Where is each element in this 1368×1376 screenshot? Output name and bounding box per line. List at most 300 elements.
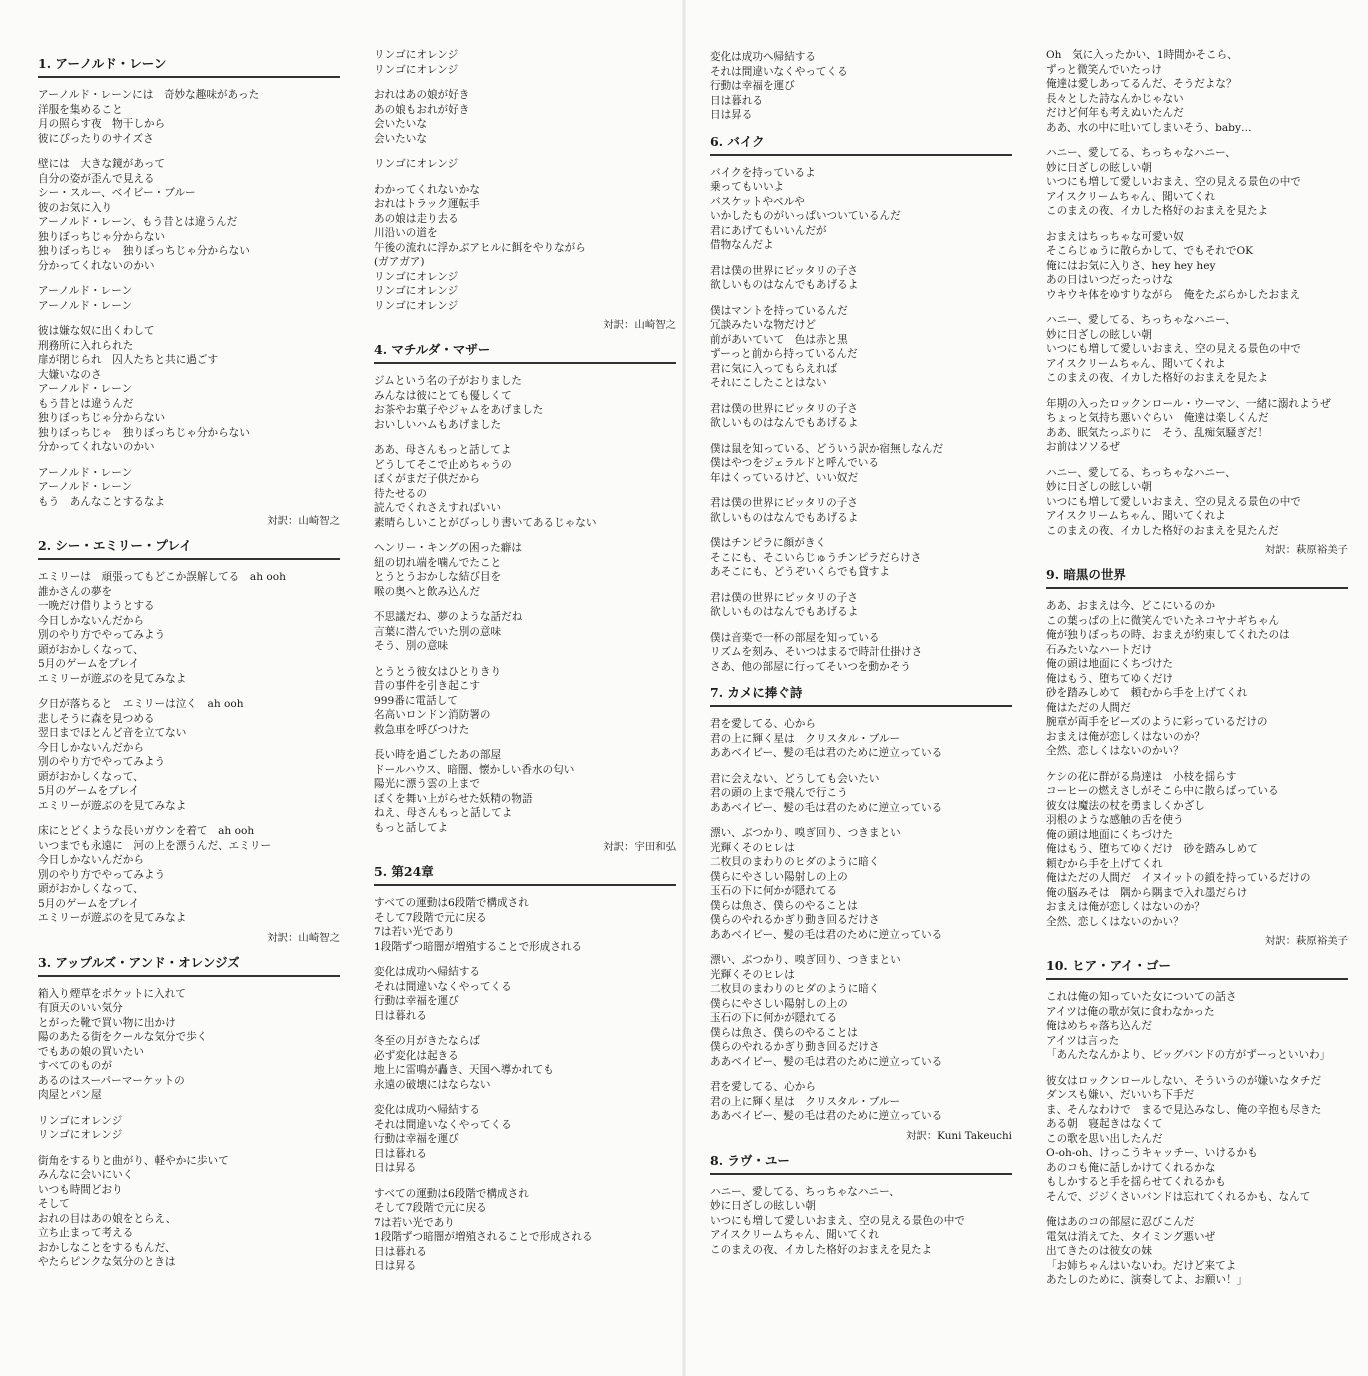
lyric-line: 「お姉ちゃんはいないわ。だけど来てよ <box>1046 1259 1237 1272</box>
lyric-line: リンゴにオレンジ <box>374 285 459 297</box>
lyric-line: 日は昇る <box>710 109 753 121</box>
lyric-line: すべてのものが <box>38 1060 112 1072</box>
lyric-line: それは間違いなくやってくる <box>374 980 512 993</box>
lyric-stanza <box>710 304 1012 391</box>
lyric-line: 日は昇る <box>374 1260 417 1272</box>
lyric-stanza <box>710 536 1012 580</box>
lyric-line: この葉っぱの上に微笑んでいたネコヤナギちゃん <box>1046 614 1280 627</box>
lyric-line: ああ、おまえは今、どこにいるのか <box>1046 600 1216 612</box>
lyric-line: 素晴らしいことがびっしり書いてあるじゃない <box>374 516 597 529</box>
lyric-line: 俺の脳みそは 隅から隅まで入れ墨だらけ <box>1046 886 1248 899</box>
lyric-line: 俺はもう、堕ちてゆくだけ <box>1046 672 1174 685</box>
lyric-line: リンゴにオレンジ <box>374 299 459 312</box>
lyric-line: 肉屋とパン屋 <box>38 1089 102 1101</box>
lyric-line: 陽のあたる街をクールな気分で歩く <box>38 1031 208 1043</box>
lyric-line: リンゴにオレンジ <box>374 270 459 283</box>
lyric-line: だけど何年も考えぬいたんだ <box>1046 107 1184 119</box>
lyric-line: 会いたいな <box>374 132 427 145</box>
lyric-line: 君は僕の世界にピッタリの子さ <box>710 402 858 415</box>
lyric-line: ねえ、母さんもっと話してよ <box>374 807 513 819</box>
lyric-stanza <box>38 466 340 510</box>
lyric-line: 出てきたのは彼女の妹 <box>1046 1245 1152 1257</box>
lyric-stanza <box>38 570 340 686</box>
lyric-line: O-oh-oh、けっこうキャッチー、いけるかも <box>1046 1147 1258 1159</box>
lyric-line: ああベイビー、髪の毛は君のために逆立っている <box>710 801 943 814</box>
lyric-line: もう あんなことするなよ <box>38 495 166 508</box>
lyric-line: 頼むから手を上げてくれ <box>1046 857 1163 870</box>
lyric-line: 長々とした詩なんかじゃない <box>1046 92 1184 105</box>
lyric-line: ハニー、愛してる、ちっちゃなハニー、 <box>1046 147 1236 159</box>
lyric-line: 分かってくれないのかい <box>38 441 155 453</box>
lyric-line: 借物なんだよ <box>710 239 774 251</box>
lyric-stanza <box>374 1103 676 1176</box>
lyric-line: もう昔とは違うんだ <box>38 397 134 410</box>
lyric-line: 床にとどくような長いガウンを着て ah ooh <box>38 825 255 837</box>
translation-credit: 対訳：山崎智之 <box>267 515 340 527</box>
lyric-line: 行動は幸福を運び <box>374 995 459 1007</box>
lyric-line: いつも時間どおり <box>38 1183 123 1196</box>
lyric-line: 999番に電話して <box>374 694 458 707</box>
lyric-line: いつにも増して愛しいおまえ、空の見える景色の中で <box>1046 495 1301 508</box>
lyric-line: 君の上に輝く星は クリスタル・ブルー <box>710 1095 901 1108</box>
lyric-stanza <box>374 374 676 432</box>
lyric-stanza <box>38 824 340 926</box>
lyric-stanza <box>38 88 340 146</box>
lyric-line: 欲しいものはなんでもあげるよ <box>710 279 859 291</box>
lyric-line: 僕はマントを持っているんだ <box>710 304 848 317</box>
lyric-line: 君は僕の世界にピッタリの子さ <box>710 591 858 604</box>
song-title: 7. カメに捧ぐ詩 <box>710 685 1012 707</box>
lyric-line: アーノルド・レーン、もう昔とは違うんだ <box>38 216 238 228</box>
lyric-line: 俺はもう、堕ちてゆくだけ 砂を踏みしめて <box>1046 843 1258 855</box>
lyric-line: 陽光に漂う雲の上まで <box>374 778 480 790</box>
lyric-line: わかってくれないかな <box>374 183 480 196</box>
lyric-line: 頭がおかしくなって、 <box>38 643 144 656</box>
lyric-line: そして <box>38 1198 70 1210</box>
lyric-stanza <box>1046 48 1348 135</box>
song-title: 2. シー・エミリー・プレイ <box>38 538 340 560</box>
lyric-line: 二枚貝のまわりのヒダのように暗く <box>710 983 880 995</box>
song-title: 4. マチルダ・マザー <box>374 342 676 364</box>
lyric-line: 妙に日ざしの眩しい朝 <box>1046 328 1152 341</box>
lyric-line: 玉石の下に何かが隠れてる <box>710 885 838 897</box>
lyric-stanza <box>710 631 1012 675</box>
lyric-line: 僕らは魚さ、僕らのやることは <box>710 899 858 912</box>
lyric-line: このまえの夜、イカした格好のおまえを見たよ <box>710 1243 933 1256</box>
lyric-line: 全然、恋しくはないのかい？ <box>1046 915 1184 928</box>
song-block <box>38 955 340 1270</box>
lyric-line: 俺はあのコの部屋に忍びこんだ <box>1046 1216 1195 1228</box>
lyric-line: とうとうおかしな結び目を <box>374 571 502 583</box>
lyric-line: 会いたいな <box>374 118 427 130</box>
lyric-line: 刑務所に入れられた <box>38 339 134 352</box>
lyric-line: 僕らにやさしい陽射しの上の <box>710 997 848 1010</box>
lyric-line: すべての運動は6段階で構成され <box>374 1187 529 1200</box>
lyric-line: 欲しいものはなんでもあげるよ <box>710 511 859 524</box>
lyric-line: 洋服を集めること <box>38 103 123 116</box>
lyric-line: おまえは俺が恋しくはないのか？ <box>1046 730 1205 743</box>
lyric-line: 長い時を過ごしたあの部屋 <box>374 749 502 761</box>
song-block <box>1046 567 1348 948</box>
lyric-line: 紐の切れ端を噛んでたこと <box>374 556 502 569</box>
lyric-line: もっと話してよ <box>374 821 449 834</box>
lyric-line: 独りぼっちじゃ 独りぼっちじゃ分からない <box>38 426 250 439</box>
lyric-line: 年期の入ったロックンロール・ウーマン、一緒に溺れようぜ <box>1046 397 1331 410</box>
lyric-line: 欲しいものはなんでもあげるよ <box>710 606 859 618</box>
lyric-stanza <box>38 987 340 1103</box>
song-block <box>710 134 1012 675</box>
lyric-line: 1段階ずつ暗闇が増殖することで形成される <box>374 940 583 953</box>
lyric-line: エミリーが遊ぶのを見てみなよ <box>38 672 187 685</box>
lyric-line: 1段階ずつ暗闇が増殖されることで形成される <box>374 1231 593 1243</box>
lyric-line: おかしなことをするもんだ、 <box>38 1241 176 1254</box>
lyric-line: ハニー、愛してる、ちっちゃなハニー、 <box>1046 466 1236 479</box>
lyric-line: いかしたものがいっぱいついているんだ <box>710 210 901 222</box>
lyric-line: 有頂天のいい気分 <box>38 1002 123 1014</box>
lyric-line: このまえの夜、イカした格好のおまえを見たんだ <box>1046 524 1279 537</box>
lyric-line: そう、別の意味 <box>374 640 449 652</box>
lyric-line: 行動は幸福を運び <box>710 80 795 92</box>
lyric-stanza <box>374 748 676 835</box>
lyric-line: 彼のお気に入り <box>38 201 113 214</box>
lyric-line: リンゴにオレンジ <box>38 1114 123 1127</box>
lyric-line: (ガアガア) <box>374 256 425 268</box>
lyric-line: 僕はやつをジェラルドと呼んでいる <box>710 457 879 469</box>
lyrics-column-3 <box>710 50 1012 1268</box>
lyric-line: 翌日までほとんど音を立てない <box>38 727 187 739</box>
lyric-line: 二枚貝のまわりのヒダのように暗く <box>710 856 880 868</box>
lyric-line: ずっと微笑んでいたっけ <box>1046 63 1162 76</box>
lyric-line: 俺の頭は地面にくちづけた <box>1046 658 1174 670</box>
lyrics-column-2 <box>374 48 676 1285</box>
lyric-line: 頭がおかしくなって、 <box>38 770 144 783</box>
lyric-line: このまえの夜、イカした格好のおまえを見たよ <box>1046 372 1269 384</box>
translation-credit: 対訳：萩原裕美子 <box>1264 544 1348 556</box>
lyric-stanza <box>374 665 676 738</box>
translation-credit: 対訳：萩原裕美子 <box>1264 935 1348 947</box>
lyric-line: 喉の奥へと飲み込んだ <box>374 585 480 598</box>
lyric-stanza <box>374 896 676 954</box>
lyric-line: アーノルド・レーン <box>38 481 133 493</box>
song-title: 5. 第24章 <box>374 864 676 886</box>
lyric-line: おれはあの娘が好き <box>374 89 470 101</box>
translation-credit: 対訳：山崎智之 <box>603 319 676 331</box>
lyric-line: 永遠の破壊にはならない <box>374 1078 491 1091</box>
lyric-line: あのコも俺に話しかけてくれるかな <box>1046 1161 1216 1174</box>
song-title: 6. バイク <box>710 134 1012 156</box>
lyric-line: でもあの娘の買いたい <box>38 1045 144 1058</box>
lyric-line: ああベイビー、髪の毛は君のために逆立っている <box>710 1055 943 1068</box>
lyric-line: お前はソソるぜ <box>1046 441 1120 453</box>
lyric-line: あの日はいつだったっけな <box>1046 274 1174 286</box>
lyric-line: 5月のゲームをプレイ <box>38 897 140 910</box>
lyric-stanza <box>710 402 1012 431</box>
lyric-line: ダンスも嫌い、だいいち下手だ <box>1046 1089 1195 1101</box>
lyric-line: リンゴにオレンジ <box>374 158 459 170</box>
lyric-line: 今日しかないんだから <box>38 741 144 754</box>
lyric-line: 君にあげてもいいんだが <box>710 224 827 237</box>
lyric-line: 俺達は愛しあってるんだ、そうだよな？ <box>1046 78 1237 90</box>
lyric-line: 今日しかないんだから <box>38 614 144 627</box>
lyric-line: あそこにも、どうぞいくらでも貸すよ <box>710 566 890 578</box>
lyric-line: 彼にぴったりのサイズさ <box>38 132 154 145</box>
lyric-line: 5月のゲームをプレイ <box>38 658 140 670</box>
lyric-line: バイクを持っているよ <box>710 166 816 179</box>
song-block <box>38 538 340 945</box>
lyric-line: ぼくがまだ子供だから <box>374 473 480 485</box>
lyric-line: ある朝 寝起きはなくて <box>1046 1118 1163 1130</box>
lyric-stanza <box>710 264 1012 293</box>
lyric-line: それにこしたことはない <box>710 377 827 389</box>
lyric-line: すべての運動は6段階で構成され <box>374 897 529 909</box>
lyric-line: 僕はチンピラに顔がきく <box>710 537 827 549</box>
lyric-line: ウキウキ体をゆすりながら 俺をたぶらかしたおまえ <box>1046 288 1301 301</box>
lyric-line: ぼくを舞い上がらせた妖精の物語 <box>374 792 533 805</box>
lyric-line: 一晩だけ借りようとする <box>38 600 155 612</box>
lyric-stanza <box>1046 599 1348 759</box>
lyric-line: 電気は消えてた、タイミング悪いぜ <box>1046 1230 1216 1243</box>
lyric-line: 待たせるの <box>374 487 427 500</box>
lyric-line: リンゴにオレンジ <box>38 1129 123 1141</box>
lyric-line: 7は若い光であり <box>374 926 455 938</box>
lyric-line: ああ、水の中に吐いてしまいそう、baby… <box>1046 121 1252 134</box>
lyric-line: アイスクリームちゃん、聞いてくれよ <box>1046 357 1226 370</box>
lyric-line: 俺はめちゃ落ち込んだ <box>1046 1020 1152 1032</box>
lyric-line: 月の照らす夜 物干しから <box>38 118 166 130</box>
lyric-line: 冗談みたいな物だけど <box>710 319 816 331</box>
lyric-stanza <box>374 48 676 77</box>
lyric-line: これは俺の知っていた女についての話さ <box>1046 991 1237 1003</box>
lyric-line: 君の上に輝く星は クリスタル・ブルー <box>710 732 901 745</box>
translation-credit: 対訳：宇田和弘 <box>603 841 676 853</box>
lyric-line: 砂を踏みしめて 頼むから手を上げてくれ <box>1046 687 1248 699</box>
lyric-stanza <box>1046 397 1348 455</box>
lyric-line: アイツは言った <box>1046 1034 1120 1047</box>
lyric-line: 日は暮れる <box>374 1009 427 1022</box>
lyric-stanza <box>1046 770 1348 930</box>
song-block <box>710 685 1012 1143</box>
lyric-line: 別のやり方でやってみよう <box>38 868 166 881</box>
lyric-line: 僕らにやさしい陽射しの上の <box>710 870 848 883</box>
lyric-line: そして7段階で元に戻る <box>374 911 487 924</box>
lyric-line: ケシの花に群がる鳥達は 小枝を揺らす <box>1046 770 1237 783</box>
lyric-line: 俺の頭は地面にくちづけた <box>1046 828 1174 841</box>
lyric-line: ああベイビー、髪の毛は君のために逆立っている <box>710 1110 943 1122</box>
lyric-line: 7は若い光であり <box>374 1216 455 1229</box>
lyric-line: ハニー、愛してる、ちっちゃなハニー、 <box>710 1185 900 1198</box>
lyric-line: 日は暮れる <box>374 1245 427 1258</box>
lyric-line: シー・スルー、ベイビー・ブルー <box>38 187 196 199</box>
lyric-line: 君は僕の世界にピッタリの子さ <box>710 497 858 509</box>
lyric-line: 分かってくれないのかい <box>38 259 155 272</box>
lyric-stanza <box>374 541 676 599</box>
lyric-line: 僕らのやれるかぎり動き回るだけさ <box>710 1041 880 1053</box>
lyric-line: 変化は成功へ帰結する <box>710 51 816 63</box>
song-block <box>710 1153 1012 1258</box>
lyric-line: 言葉に潜んでいた別の意味 <box>374 625 502 638</box>
lyric-line: ああ、眠気たっぷりに そう、乱痴気騒ぎだ！ <box>1046 426 1269 439</box>
lyric-stanza <box>374 1187 676 1274</box>
lyric-line: アーノルド・レーン <box>38 466 133 479</box>
lyric-line: 立ち止まって考える <box>38 1227 134 1239</box>
lyric-line: ヘンリー・キングの困った癖は <box>374 542 522 554</box>
lyric-line: 日は暮れる <box>374 1147 427 1160</box>
lyric-line: 大嫌いなのさ <box>38 368 102 381</box>
lyric-line: ああ、母さんもっと話してよ <box>374 444 512 456</box>
lyric-stanza <box>38 324 340 455</box>
lyric-line: アーノルド・レーン <box>38 383 133 395</box>
lyric-stanza <box>1046 146 1348 219</box>
lyric-line: 妙に日ざしの眩しい朝 <box>1046 481 1152 493</box>
lyric-line: おいしいハムもあげました <box>374 418 502 431</box>
lyric-line: 全然、恋しくはないのかい？ <box>1046 745 1184 757</box>
lyric-line: 夕日が落ちると エミリーは泣く ah ooh <box>38 698 244 710</box>
lyric-line: アーノルド・レーンには 奇妙な趣味があった <box>38 89 260 101</box>
lyric-line: 君に気に入ってもらえれば <box>710 362 838 375</box>
lyric-line: 君の頭の上まで飛んで行こう <box>710 787 848 799</box>
lyric-line: 独りぼっちじゃ 独りぼっちじゃ分からない <box>38 245 250 257</box>
lyric-line: おまえは俺が恋しくはないのか？ <box>1046 901 1205 913</box>
lyric-stanza <box>710 1185 1012 1258</box>
lyric-line: 俺はただの人間だ <box>1046 701 1131 714</box>
lyric-line: そして7段階で元に戻る <box>374 1202 487 1214</box>
lyric-line: 行動は幸福を運び <box>374 1133 459 1145</box>
lyric-line: 不思議だね、夢のような話だね <box>374 611 523 623</box>
lyric-line: あの娘は走り去る <box>374 212 459 225</box>
lyric-line: 君に会えない、どうしても会いたい <box>710 772 880 785</box>
lyric-stanza <box>374 157 676 172</box>
lyric-line: 救急車を呼びつけた <box>374 723 470 736</box>
lyric-line: 名高いロンドン消防署の <box>374 709 491 721</box>
lyric-line: 光輝くそのヒレは <box>710 968 795 981</box>
lyric-line: いつにも増して愛しいおまえ、空の見える景色の中で <box>710 1214 965 1227</box>
lyric-stanza <box>710 953 1012 1069</box>
lyric-line: 君を愛してる、心から <box>710 1081 816 1093</box>
lyric-line: コーヒーの燃えさしがそこら中に散らばっている <box>1046 785 1279 797</box>
song-title: 10. ヒア・アイ・ゴー <box>1046 958 1348 980</box>
lyric-line: 箱入り煙草をポケットに入れて <box>38 987 186 1000</box>
lyric-line: アイスクリームちゃん、聞いてくれよ <box>1046 510 1226 522</box>
lyric-line: 俺にはお気に入りさ、hey hey hey <box>1046 259 1216 272</box>
lyric-stanza <box>1046 230 1348 303</box>
song-title: 9. 暗黒の世界 <box>1046 567 1348 589</box>
lyric-line: おまえはちっちゃな可愛い奴 <box>1046 230 1184 243</box>
lyric-line: 僕らは魚さ、僕らのやることは <box>710 1026 858 1039</box>
lyric-line: 必ず変化は起きる <box>374 1049 459 1062</box>
song-block <box>710 50 1012 123</box>
lyric-line: おれはトラック運転手 <box>374 198 480 210</box>
lyric-line: 妙に日ざしの眩しい朝 <box>1046 161 1152 174</box>
lyric-line: アイスクリームちゃん、聞いてくれ <box>1046 190 1216 203</box>
lyric-line: 「あんたなんかより、ビッグバンドの方がずーっといいわ」 <box>1046 1049 1331 1061</box>
lyric-stanza <box>1046 313 1348 386</box>
lyric-line: みんなは彼にとても優しくて <box>374 389 512 402</box>
lyric-line: どうしてそこで止めちゃうの <box>374 458 512 471</box>
lyric-line: 誰かさんの夢を <box>38 585 113 598</box>
lyric-line: そこらじゅうに散らかして、でもそれでOK <box>1046 245 1254 257</box>
lyric-line: とがった靴で買い物に出かけ <box>38 1016 176 1029</box>
lyric-line: 僕は音楽で一杯の部屋を知っている <box>710 631 880 644</box>
lyric-line: 年はくっているけど、いい奴だ <box>710 471 859 484</box>
lyric-line: 街角をするりと曲がり、軽やかに歩いて <box>38 1154 229 1167</box>
lyric-line: 昔の事件を引き起こす <box>374 680 480 692</box>
lyric-line: いつにも増して愛しいおまえ、空の見える景色の中で <box>1046 343 1301 355</box>
song-block <box>1046 48 1348 557</box>
lyric-stanza <box>1046 1074 1348 1205</box>
lyric-line: アーノルド・レーン <box>38 299 133 312</box>
song-block <box>374 342 676 854</box>
lyric-line: 僕は鼠を知っている、どういう訳か宿無しなんだ <box>710 442 944 455</box>
lyric-line: 5月のゲームをプレイ <box>38 785 140 797</box>
lyric-line: あるのはスーパーマーケットの <box>38 1074 185 1087</box>
lyric-stanza <box>710 826 1012 942</box>
lyric-line: みんなに会いにいく <box>38 1169 134 1181</box>
lyric-stanza <box>374 1034 676 1092</box>
lyric-line: あの娘もおれが好き <box>374 103 470 116</box>
lyric-line: 僕らのやれるかぎり動き回るだけさ <box>710 914 880 926</box>
lyric-line: リズムを刻み、そいつはまるで時計仕掛けさ <box>710 646 923 658</box>
lyric-line: 独りぼっちじゃ分からない <box>38 230 166 243</box>
lyric-line: もしかすると手を揺らせてくれるかも <box>1046 1176 1226 1188</box>
lyric-stanza <box>710 166 1012 253</box>
lyric-line: エミリーが遊ぶのを見てみなよ <box>38 912 187 924</box>
lyric-line: 漂い、ぶつかり、嗅ぎ回り、つきまとい <box>710 954 901 966</box>
lyric-stanza <box>374 610 676 654</box>
lyric-line: ちょっと気持ち悪いぐらい 俺達は楽しくんだ <box>1046 412 1269 424</box>
lyric-line: バスケットやベルや <box>710 195 805 208</box>
lyric-line: 羽根のような感触の舌を使う <box>1046 814 1184 826</box>
song-title: 1. アーノルド・レーン <box>38 56 340 78</box>
page-fold <box>682 0 686 1376</box>
lyric-stanza <box>374 88 676 146</box>
lyrics-column-1 <box>38 50 340 1281</box>
lyric-line: エミリーは 頑張ってもどこか誤解してる ah ooh <box>38 571 286 583</box>
song-block <box>374 864 676 1274</box>
lyric-line: 日は暮れる <box>710 94 763 107</box>
lyric-line: おれの目はあの娘をとらえ、 <box>38 1212 177 1225</box>
lyric-line: 今日しかないんだから <box>38 854 144 866</box>
lyric-line: ああベイビー、髪の毛は君のために逆立っている <box>710 747 943 759</box>
lyric-line: 玉石の下に何かが隠れてる <box>710 1012 838 1024</box>
lyric-line: さあ、他の部屋に行ってそいつを動かそう <box>710 660 911 673</box>
translation-credit: 対訳：Kuni Takeuchi <box>905 1129 1012 1142</box>
lyric-line: 彼女は魔法の杖を勇ましくかざし <box>1046 799 1205 812</box>
lyric-line: エミリーが遊ぶのを見てみなよ <box>38 799 187 812</box>
lyric-line: 彼は嫌な奴に出くわして <box>38 325 155 337</box>
lyric-line: 川沿いの道を <box>374 227 438 239</box>
lyric-stanza <box>374 183 676 314</box>
lyric-stanza <box>38 284 340 313</box>
lyric-line: リンゴにオレンジ <box>374 63 459 76</box>
song-title: 8. ラヴ・ユー <box>710 1153 1012 1175</box>
lyric-line: この歌を思い出したんだ <box>1046 1132 1163 1145</box>
lyric-stanza <box>374 965 676 1023</box>
lyric-line: 光輝くそのヒレは <box>710 841 795 854</box>
lyric-line: 悲しそうに森を見つめる <box>38 712 155 725</box>
lyric-line: アーノルド・レーン <box>38 285 133 297</box>
lyric-stanza <box>710 496 1012 525</box>
lyric-line: ジムという名の子がおりました <box>374 375 522 387</box>
lyric-line: 変化は成功へ帰結する <box>374 966 480 978</box>
lyrics-column-4 <box>1046 48 1348 1299</box>
lyric-stanza <box>38 697 340 813</box>
lyric-line: ま、そんなわけで まるで見込みなし、俺の辛抱も尽きた <box>1046 1103 1322 1116</box>
lyric-line: 午後の流れに浮かぶアヒルに餌をやりながら <box>374 241 586 254</box>
lyric-line: ドールハウス、暗闇、懐かしい香水の匂い <box>374 763 575 776</box>
lyric-line: 彼女はロックンロールしない、そういうのが嫌いなタチだ <box>1046 1074 1322 1087</box>
lyric-stanza <box>38 1154 340 1270</box>
lyric-line: 石みたいなハートだけ <box>1046 643 1152 656</box>
